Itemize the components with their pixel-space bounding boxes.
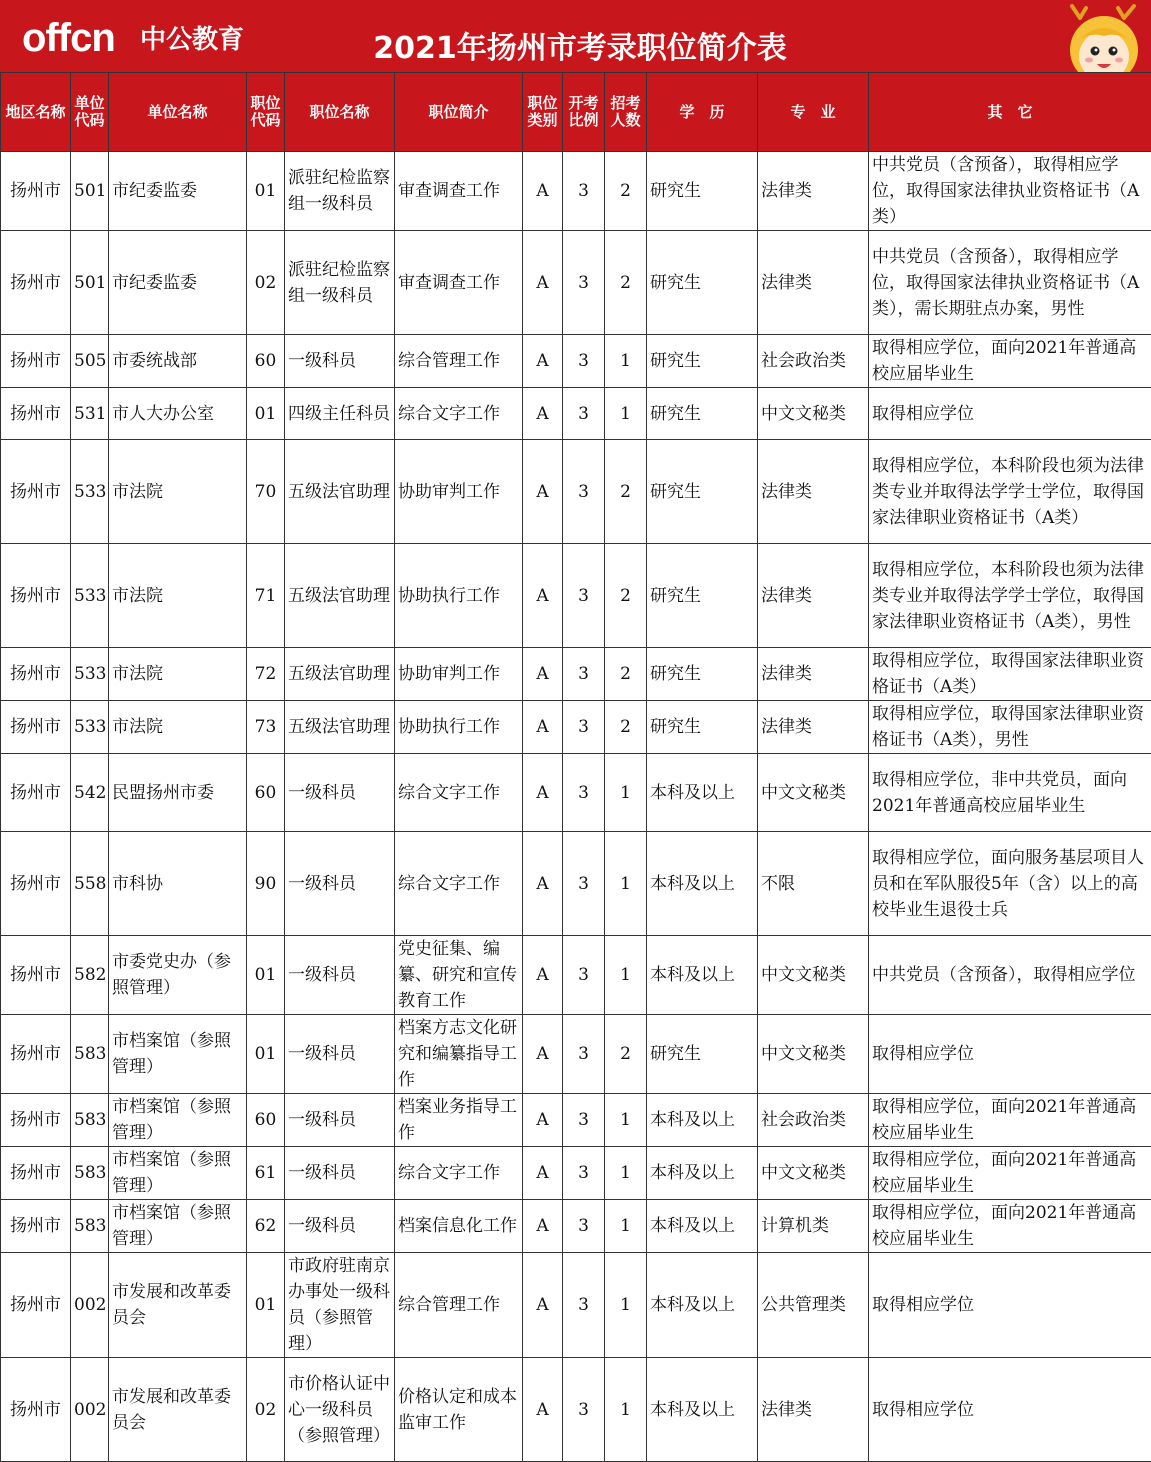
cell-education: 研究生	[647, 335, 758, 388]
cell-count: 2	[605, 440, 647, 544]
cell-position-code: 73	[247, 701, 285, 754]
cell-position-code: 70	[247, 440, 285, 544]
cell-position-name: 派驻纪检监察组一级科员	[285, 231, 395, 335]
cell-other: 取得相应学位	[869, 388, 1151, 440]
cell-position-intro: 协助执行工作	[395, 701, 523, 754]
cell-position-code: 60	[247, 1094, 285, 1147]
cell-position-code: 01	[247, 152, 285, 231]
cell-education: 本科及以上	[647, 1253, 758, 1358]
cell-major: 中文文秘类	[758, 754, 869, 832]
cell-position-intro: 协助审判工作	[395, 440, 523, 544]
cell-region: 扬州市	[1, 1147, 71, 1200]
cell-major: 法律类	[758, 544, 869, 648]
col-header-education: 学 历	[647, 73, 758, 152]
col-header-unit-code: 单位代码	[71, 73, 109, 152]
cell-position-code: 62	[247, 1200, 285, 1253]
cell-other: 取得相应学位，取得国家法律职业资格证书（A类）	[869, 648, 1151, 701]
cell-position-name: 五级法官助理	[285, 648, 395, 701]
cell-major: 不限	[758, 832, 869, 936]
cell-unit-name: 市委统战部	[109, 335, 247, 388]
cell-region: 扬州市	[1, 544, 71, 648]
cell-unit-name: 市档案馆（参照管理）	[109, 1200, 247, 1253]
cell-major: 社会政治类	[758, 335, 869, 388]
cell-ratio: 3	[563, 1253, 605, 1358]
cell-major: 计算机类	[758, 1200, 869, 1253]
cell-count: 1	[605, 335, 647, 388]
col-header-unit-name: 单位名称	[109, 73, 247, 152]
cell-position-intro: 价格认定和成本监审工作	[395, 1358, 523, 1462]
cell-category: A	[523, 335, 563, 388]
cell-other: 取得相应学位，本科阶段也须为法律类专业并取得法学学士学位，取得国家法律职业资格证书（A类），男性	[869, 544, 1151, 648]
cell-education: 本科及以上	[647, 936, 758, 1015]
table-row	[1, 1200, 1151, 1253]
cell-position-intro: 协助审判工作	[395, 648, 523, 701]
cell-unit-name: 市档案馆（参照管理）	[109, 1015, 247, 1094]
cell-position-intro: 档案信息化工作	[395, 1200, 523, 1253]
cell-education: 研究生	[647, 388, 758, 440]
cell-region: 扬州市	[1, 1094, 71, 1147]
cell-unit-code: 501	[71, 152, 109, 231]
cell-count: 1	[605, 936, 647, 1015]
cell-position-name: 一级科员	[285, 1015, 395, 1094]
cell-ratio: 3	[563, 1200, 605, 1253]
cell-count: 1	[605, 388, 647, 440]
cell-position-intro: 审查调查工作	[395, 231, 523, 335]
table-body	[1, 152, 1151, 1462]
cell-other: 取得相应学位	[869, 1015, 1151, 1094]
cell-unit-name: 市法院	[109, 544, 247, 648]
cell-unit-code: 558	[71, 832, 109, 936]
cell-unit-code: 002	[71, 1358, 109, 1462]
cell-unit-code: 002	[71, 1253, 109, 1358]
cell-count: 2	[605, 701, 647, 754]
table-row	[1, 1147, 1151, 1200]
cell-position-name: 五级法官助理	[285, 701, 395, 754]
cell-unit-code: 533	[71, 648, 109, 701]
cell-other: 中共党员（含预备），取得相应学位，取得国家法律执业资格证书（A类）	[869, 152, 1151, 231]
cell-ratio: 3	[563, 832, 605, 936]
cell-unit-name: 市纪委监委	[109, 152, 247, 231]
table-row	[1, 701, 1151, 754]
cell-major: 法律类	[758, 440, 869, 544]
cell-position-name: 派驻纪检监察组一级科员	[285, 152, 395, 231]
cell-count: 1	[605, 1147, 647, 1200]
cell-category: A	[523, 1253, 563, 1358]
cell-unit-name: 市法院	[109, 701, 247, 754]
table-row	[1, 1358, 1151, 1462]
col-header-region: 地区名称	[1, 73, 71, 152]
table-header-row	[1, 73, 1151, 152]
cell-region: 扬州市	[1, 936, 71, 1015]
cell-position-code: 01	[247, 1253, 285, 1358]
cell-position-code: 72	[247, 648, 285, 701]
cell-position-intro: 党史征集、编纂、研究和宣传教育工作	[395, 936, 523, 1015]
cell-count: 2	[605, 648, 647, 701]
cell-major: 法律类	[758, 231, 869, 335]
position-table	[0, 72, 1151, 1462]
title-banner	[0, 0, 1151, 72]
cell-category: A	[523, 1015, 563, 1094]
cell-category: A	[523, 1358, 563, 1462]
cell-other: 取得相应学位	[869, 1253, 1151, 1358]
table-row	[1, 335, 1151, 388]
cell-unit-code: 583	[71, 1147, 109, 1200]
cell-region: 扬州市	[1, 648, 71, 701]
cell-education: 本科及以上	[647, 1200, 758, 1253]
cell-region: 扬州市	[1, 754, 71, 832]
cell-unit-code: 583	[71, 1094, 109, 1147]
cell-count: 1	[605, 754, 647, 832]
cell-category: A	[523, 832, 563, 936]
table-row	[1, 544, 1151, 648]
table-row	[1, 1094, 1151, 1147]
cell-major: 中文文秘类	[758, 1147, 869, 1200]
page-title: 2021年扬州市考录职位简介表	[300, 30, 860, 68]
cell-education: 研究生	[647, 1015, 758, 1094]
cell-position-intro: 审查调查工作	[395, 152, 523, 231]
cell-category: A	[523, 1094, 563, 1147]
cell-education: 研究生	[647, 648, 758, 701]
cell-position-name: 四级主任科员	[285, 388, 395, 440]
table-row	[1, 832, 1151, 936]
cell-major: 法律类	[758, 648, 869, 701]
cell-ratio: 3	[563, 388, 605, 440]
table-row	[1, 152, 1151, 231]
cell-position-code: 01	[247, 936, 285, 1015]
cell-ratio: 3	[563, 544, 605, 648]
cell-education: 本科及以上	[647, 1147, 758, 1200]
cell-position-name: 一级科员	[285, 754, 395, 832]
cell-position-intro: 综合文字工作	[395, 388, 523, 440]
cell-position-code: 71	[247, 544, 285, 648]
col-header-ratio: 开考比例	[563, 73, 605, 152]
cell-count: 2	[605, 544, 647, 648]
cell-unit-code: 533	[71, 544, 109, 648]
cell-position-code: 90	[247, 832, 285, 936]
cell-other: 取得相应学位，面向2021年普通高校应届毕业生	[869, 1200, 1151, 1253]
cell-other: 中共党员（含预备），取得相应学位	[869, 936, 1151, 1015]
cell-category: A	[523, 231, 563, 335]
col-header-count: 招考人数	[605, 73, 647, 152]
cell-count: 1	[605, 1253, 647, 1358]
cell-unit-name: 市档案馆（参照管理）	[109, 1094, 247, 1147]
cell-unit-name: 市发展和改革委员会	[109, 1358, 247, 1462]
cell-category: A	[523, 440, 563, 544]
cell-unit-name: 市人大办公室	[109, 388, 247, 440]
cell-other: 取得相应学位	[869, 1358, 1151, 1462]
cell-ratio: 3	[563, 1147, 605, 1200]
cell-unit-code: 583	[71, 1015, 109, 1094]
cell-position-intro: 综合管理工作	[395, 335, 523, 388]
cell-count: 1	[605, 1358, 647, 1462]
cell-category: A	[523, 544, 563, 648]
cell-unit-name: 市法院	[109, 648, 247, 701]
cell-region: 扬州市	[1, 388, 71, 440]
cell-unit-name: 市法院	[109, 440, 247, 544]
cell-major: 中文文秘类	[758, 1015, 869, 1094]
cell-major: 法律类	[758, 701, 869, 754]
cell-unit-name: 市委党史办（参照管理）	[109, 936, 247, 1015]
cell-position-intro: 综合管理工作	[395, 1253, 523, 1358]
cell-count: 1	[605, 1094, 647, 1147]
cell-category: A	[523, 754, 563, 832]
cell-ratio: 3	[563, 440, 605, 544]
cell-region: 扬州市	[1, 1015, 71, 1094]
cell-position-name: 市价格认证中心一级科员（参照管理）	[285, 1358, 395, 1462]
cell-count: 2	[605, 231, 647, 335]
cell-education: 本科及以上	[647, 754, 758, 832]
cell-position-code: 60	[247, 754, 285, 832]
table-row	[1, 388, 1151, 440]
cell-region: 扬州市	[1, 701, 71, 754]
cell-position-intro: 综合文字工作	[395, 1147, 523, 1200]
cell-major: 中文文秘类	[758, 936, 869, 1015]
cell-position-code: 01	[247, 388, 285, 440]
cell-unit-name: 市发展和改革委员会	[109, 1253, 247, 1358]
cell-unit-code: 531	[71, 388, 109, 440]
cell-other: 取得相应学位，非中共党员，面向2021年普通高校应届毕业生	[869, 754, 1151, 832]
cell-other: 取得相应学位，面向2021年普通高校应届毕业生	[869, 335, 1151, 388]
cell-ratio: 3	[563, 1358, 605, 1462]
cell-category: A	[523, 1147, 563, 1200]
cell-education: 研究生	[647, 544, 758, 648]
offcn-logo-cn: 中公教育	[140, 25, 244, 55]
cell-category: A	[523, 1200, 563, 1253]
cell-major: 法律类	[758, 152, 869, 231]
table-row	[1, 1253, 1151, 1358]
table-row	[1, 1015, 1151, 1094]
cell-education: 本科及以上	[647, 1358, 758, 1462]
cell-region: 扬州市	[1, 1200, 71, 1253]
cell-region: 扬州市	[1, 832, 71, 936]
cell-position-name: 一级科员	[285, 832, 395, 936]
cell-other: 取得相应学位，面向服务基层项目人员和在军队服役5年（含）以上的高校毕业生退役士兵	[869, 832, 1151, 936]
cell-position-name: 一级科员	[285, 1094, 395, 1147]
cell-ratio: 3	[563, 335, 605, 388]
cell-education: 研究生	[647, 701, 758, 754]
cell-ratio: 3	[563, 231, 605, 335]
offcn-logo: offcn	[22, 18, 115, 58]
cell-education: 本科及以上	[647, 832, 758, 936]
cell-other: 取得相应学位，本科阶段也须为法律类专业并取得法学学士学位，取得国家法律职业资格证书（A类）	[869, 440, 1151, 544]
cell-unit-code: 542	[71, 754, 109, 832]
cell-category: A	[523, 701, 563, 754]
cell-region: 扬州市	[1, 152, 71, 231]
cell-unit-code: 583	[71, 1200, 109, 1253]
cell-unit-code: 533	[71, 440, 109, 544]
cell-other: 中共党员（含预备），取得相应学位，取得国家法律执业资格证书（A类），需长期驻点办案，男性	[869, 231, 1151, 335]
cell-education: 研究生	[647, 440, 758, 544]
cell-position-intro: 综合文字工作	[395, 832, 523, 936]
cell-region: 扬州市	[1, 1253, 71, 1358]
cell-unit-name: 市档案馆（参照管理）	[109, 1147, 247, 1200]
cell-unit-code: 501	[71, 231, 109, 335]
table-row	[1, 648, 1151, 701]
col-header-other: 其 它	[869, 73, 1151, 152]
col-header-category: 职位类别	[523, 73, 563, 152]
cell-position-name: 一级科员	[285, 335, 395, 388]
cell-unit-name: 民盟扬州市委	[109, 754, 247, 832]
cell-unit-code: 505	[71, 335, 109, 388]
cell-category: A	[523, 152, 563, 231]
cell-major: 法律类	[758, 1358, 869, 1462]
table-row	[1, 936, 1151, 1015]
cell-other: 取得相应学位，取得国家法律职业资格证书（A类），男性	[869, 701, 1151, 754]
col-header-position-intro: 职位简介	[395, 73, 523, 152]
cell-position-code: 01	[247, 1015, 285, 1094]
table-row	[1, 231, 1151, 335]
cell-position-code: 60	[247, 335, 285, 388]
col-header-position-name: 职位名称	[285, 73, 395, 152]
cell-position-name: 市政府驻南京办事处一级科员（参照管理）	[285, 1253, 395, 1358]
cell-position-intro: 协助执行工作	[395, 544, 523, 648]
cell-category: A	[523, 388, 563, 440]
cell-region: 扬州市	[1, 1358, 71, 1462]
table-row	[1, 440, 1151, 544]
cell-education: 研究生	[647, 231, 758, 335]
cell-unit-code: 533	[71, 701, 109, 754]
cell-ratio: 3	[563, 1015, 605, 1094]
cell-unit-name: 市科协	[109, 832, 247, 936]
cell-count: 1	[605, 832, 647, 936]
cell-region: 扬州市	[1, 231, 71, 335]
col-header-major: 专 业	[758, 73, 869, 152]
cell-position-code: 02	[247, 1358, 285, 1462]
cell-position-intro: 档案方志文化研究和编纂指导工作	[395, 1015, 523, 1094]
cell-category: A	[523, 648, 563, 701]
cell-unit-name: 市纪委监委	[109, 231, 247, 335]
cell-ratio: 3	[563, 936, 605, 1015]
cell-position-intro: 档案业务指导工作	[395, 1094, 523, 1147]
cell-region: 扬州市	[1, 440, 71, 544]
cell-position-name: 一级科员	[285, 936, 395, 1015]
cell-education: 研究生	[647, 152, 758, 231]
cell-position-intro: 综合文字工作	[395, 754, 523, 832]
table-row	[1, 754, 1151, 832]
cell-unit-code: 582	[71, 936, 109, 1015]
cell-ratio: 3	[563, 754, 605, 832]
cell-ratio: 3	[563, 152, 605, 231]
cell-major: 公共管理类	[758, 1253, 869, 1358]
cell-category: A	[523, 936, 563, 1015]
cell-count: 2	[605, 1015, 647, 1094]
cell-count: 1	[605, 1200, 647, 1253]
cell-ratio: 3	[563, 1094, 605, 1147]
cell-education: 本科及以上	[647, 1094, 758, 1147]
cell-position-name: 一级科员	[285, 1147, 395, 1200]
cell-other: 取得相应学位，面向2021年普通高校应届毕业生	[869, 1094, 1151, 1147]
cell-major: 社会政治类	[758, 1094, 869, 1147]
cell-region: 扬州市	[1, 335, 71, 388]
cell-other: 取得相应学位，面向2021年普通高校应届毕业生	[869, 1147, 1151, 1200]
cell-position-code: 61	[247, 1147, 285, 1200]
cell-position-name: 五级法官助理	[285, 440, 395, 544]
cell-count: 2	[605, 152, 647, 231]
cell-major: 中文文秘类	[758, 388, 869, 440]
cell-position-code: 02	[247, 231, 285, 335]
col-header-position-code: 职位代码	[247, 73, 285, 152]
cell-ratio: 3	[563, 648, 605, 701]
cell-ratio: 3	[563, 701, 605, 754]
cell-position-name: 五级法官助理	[285, 544, 395, 648]
cell-position-name: 一级科员	[285, 1200, 395, 1253]
